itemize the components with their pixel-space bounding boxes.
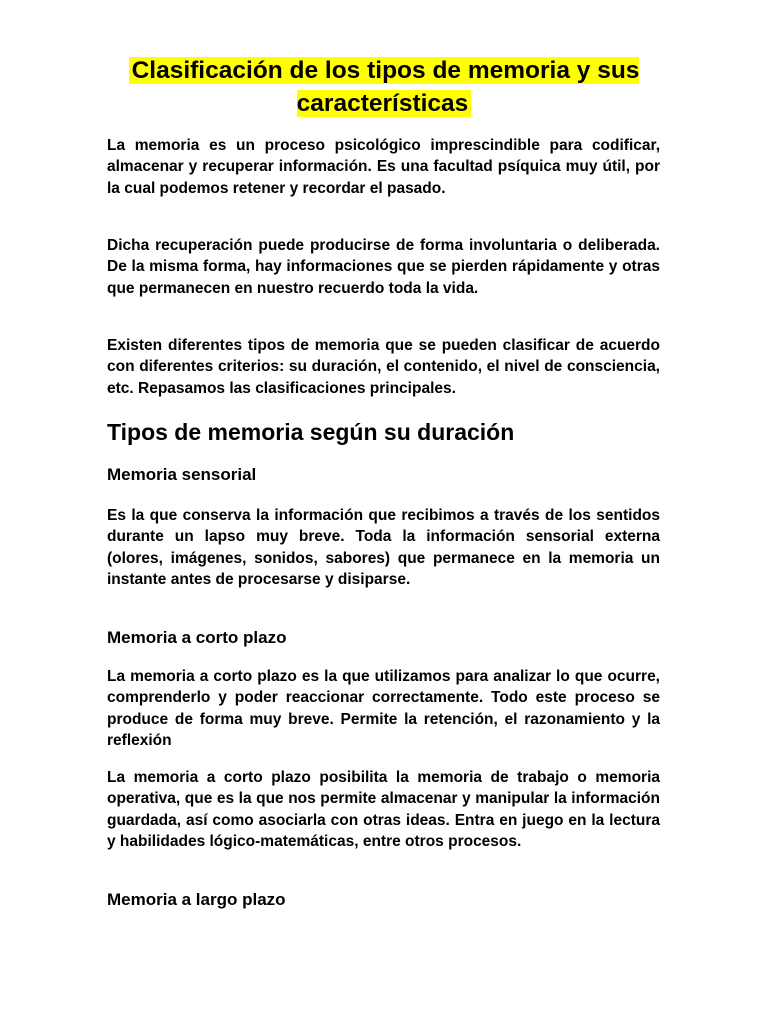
- intro-paragraph-1: La memoria es un proceso psicológico imprescindible para codificar, almacenar y recuperar información. Es una facultad psíquica muy útil, por la cual podemos retener y recordar el pasado.: [107, 137, 660, 197]
- intro-paragraph-3: Existen diferentes tipos de memoria que se pueden clasificar de acuerdo con diferentes criterios: su duración, el contenido, el nivel de consciencia, etc. Repasamos las clasificaciones principales.: [107, 337, 660, 397]
- paragraph-sensorial: Es la que conserva la información que recibimos a través de los sentidos durante un lapso muy breve. Toda la información sensorial externa (olores, imágenes, sonidos, sabores) que permanece en la memoria un instante antes de procesarse y disiparse.: [107, 507, 660, 588]
- paragraph-corto-plazo-2: La memoria a corto plazo posibilita la memoria de trabajo o memoria operativa, que es la que nos permite almacenar y manipular la información guardada, así como asociarla con otras ideas. Entra en juego en la lectura y habilidades lógico-matemáticas, entre otros procesos.: [107, 769, 660, 850]
- subsection-heading-largo-plazo: Memoria a largo plazo: [107, 890, 286, 909]
- section-heading-duracion: Tipos de memoria según su duración: [107, 419, 515, 445]
- subsection-heading-sensorial: Memoria sensorial: [107, 465, 257, 484]
- paragraph-corto-plazo-1: La memoria a corto plazo es la que utilizamos para analizar lo que ocurre, comprenderlo y poder reaccionar correctamente. Todo este proceso se produce de forma muy breve. Permite la retención, el razonamiento y la reflexión: [107, 668, 660, 749]
- document-title-text: Clasificación de los tipos de memoria y sus características: [129, 57, 640, 117]
- intro-paragraph-2: Dicha recuperación puede producirse de forma involuntaria o deliberada. De la misma forma, hay informaciones que se pierden rápidamente y otras que permanecen en nuestro recuerdo toda la vida.: [107, 237, 660, 297]
- subsection-heading-corto-plazo: Memoria a corto plazo: [107, 628, 287, 647]
- document-title: [60, 54, 708, 120]
